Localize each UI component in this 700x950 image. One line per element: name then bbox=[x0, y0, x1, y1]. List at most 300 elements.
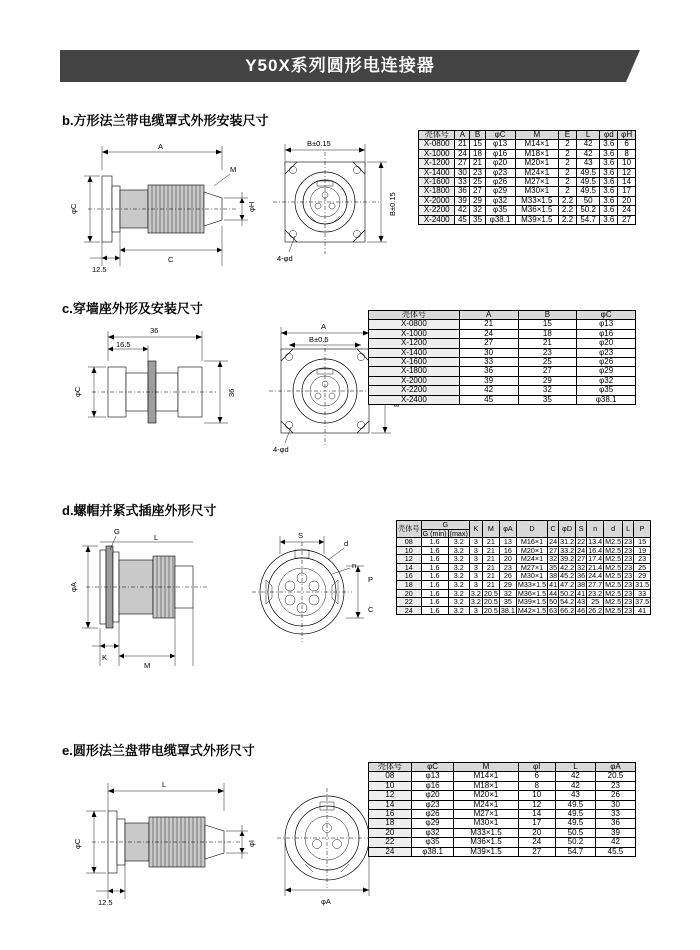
cell: 8 bbox=[518, 781, 555, 790]
cell: 50.2 bbox=[576, 206, 600, 215]
cell: 44 bbox=[549, 588, 558, 598]
table-e-col-3: φI bbox=[518, 763, 555, 772]
section-d-right-drawing bbox=[240, 520, 390, 680]
table-c bbox=[368, 310, 636, 405]
cell: 43 bbox=[576, 159, 600, 168]
cell: 39 bbox=[455, 196, 470, 205]
cell: 13 bbox=[499, 538, 516, 547]
cell: 2 bbox=[559, 168, 577, 177]
table-row bbox=[419, 159, 636, 168]
cell: 24 bbox=[618, 206, 636, 215]
cell: M2.5 bbox=[605, 562, 622, 572]
cell: 32 bbox=[577, 562, 586, 572]
cell: M36×1.5 bbox=[515, 206, 558, 215]
table-d-col-13: P bbox=[634, 521, 651, 538]
cell: 3.6 bbox=[600, 215, 618, 224]
table-c-col-0: 壳体号 bbox=[369, 311, 460, 320]
table-b-col-5: E bbox=[559, 131, 577, 140]
table-c-col-3: φC bbox=[577, 311, 636, 320]
cell: M30×1 bbox=[454, 819, 518, 828]
table-b-col-1: A bbox=[455, 131, 470, 140]
cell: 21 bbox=[459, 320, 518, 329]
cell: X-1000 bbox=[419, 149, 455, 158]
cell: X-1200 bbox=[419, 159, 455, 168]
cell: 23 bbox=[470, 168, 485, 177]
cell: 3 bbox=[469, 606, 482, 615]
cell: 3.2 bbox=[448, 598, 469, 607]
cell: M20×1 bbox=[516, 546, 547, 555]
table-d-col-1: G (min) bbox=[422, 528, 447, 538]
cell: 6 bbox=[618, 140, 636, 149]
table-d-col-5: φA bbox=[499, 521, 516, 538]
cell: 1.6 bbox=[421, 598, 448, 607]
cell: 1.6 bbox=[421, 589, 448, 598]
page-title: Y50X系列圆形电连接器 bbox=[245, 56, 435, 75]
cell: M2.5 bbox=[605, 537, 622, 547]
cell: 16 bbox=[499, 546, 516, 555]
cell: 22 bbox=[397, 598, 422, 607]
cell: 38 bbox=[577, 579, 586, 589]
table-e-col-1: φC bbox=[411, 763, 454, 772]
cell: 14 bbox=[618, 177, 636, 186]
cell: 35 bbox=[518, 395, 577, 404]
cell: 20.5 bbox=[483, 588, 498, 598]
cell: M39×1.5 bbox=[517, 597, 547, 607]
cell: 08 bbox=[397, 538, 422, 547]
cell: φ38.1 bbox=[411, 847, 454, 856]
cell: 23 bbox=[624, 597, 633, 607]
cell: φ26 bbox=[485, 177, 515, 186]
cell: 3.6 bbox=[600, 187, 618, 196]
cell: 19 bbox=[634, 546, 651, 555]
table-d-col-11: d bbox=[604, 521, 623, 538]
cell: 20.5 bbox=[483, 597, 498, 607]
cell: 27.7 bbox=[588, 579, 603, 589]
cell: 12 bbox=[369, 791, 412, 800]
cell: 33.2 bbox=[560, 545, 575, 555]
cell: 26 bbox=[499, 572, 516, 581]
cell: 42 bbox=[595, 838, 635, 847]
table-d-header-row-1 bbox=[397, 521, 651, 530]
cell: φ16 bbox=[485, 149, 515, 158]
cell: 22 bbox=[369, 838, 412, 847]
cell: 3.2 bbox=[448, 546, 469, 555]
cell: 27 bbox=[455, 159, 470, 168]
cell: 23 bbox=[595, 781, 635, 790]
table-row bbox=[369, 339, 636, 348]
cell: 32 bbox=[470, 206, 485, 215]
cell: φ13 bbox=[411, 772, 454, 781]
cell: 23 bbox=[634, 555, 651, 564]
svg-text:M: M bbox=[230, 165, 237, 174]
cell: 49.5 bbox=[555, 809, 595, 818]
cell: 25 bbox=[634, 563, 651, 572]
cell: 25 bbox=[470, 177, 485, 186]
table-row bbox=[397, 598, 651, 607]
cell: 23 bbox=[624, 562, 633, 572]
cell: 08 bbox=[369, 772, 412, 781]
section-d-left-drawing bbox=[62, 520, 242, 680]
cell: 24 bbox=[455, 149, 470, 158]
cell: X-2200 bbox=[419, 206, 455, 215]
cell: φ32 bbox=[577, 376, 636, 385]
cell: φ26 bbox=[577, 357, 636, 366]
svg-text:M: M bbox=[144, 661, 151, 670]
table-e bbox=[368, 762, 636, 857]
cell: 3 bbox=[469, 580, 482, 589]
table-row bbox=[419, 187, 636, 196]
cell: 23 bbox=[624, 605, 633, 615]
cell: φ38.1 bbox=[485, 215, 515, 224]
cell: M2.5 bbox=[605, 545, 622, 555]
cell: φ20 bbox=[577, 339, 636, 348]
cell: φ16 bbox=[577, 329, 636, 338]
svg-text:B±0.15: B±0.15 bbox=[307, 139, 331, 148]
cell: 3.6 bbox=[600, 149, 618, 158]
cell: 8 bbox=[618, 149, 636, 158]
table-row bbox=[369, 819, 636, 828]
table-row bbox=[419, 140, 636, 149]
cell: X-1400 bbox=[369, 348, 460, 357]
cell: 1.6 bbox=[421, 580, 448, 589]
cell: 23 bbox=[624, 571, 633, 581]
cell: φ32 bbox=[485, 196, 515, 205]
cell: 1.6 bbox=[421, 555, 448, 564]
table-d-col-12: L bbox=[623, 521, 634, 538]
svg-text:d: d bbox=[344, 539, 349, 548]
table-b-col-0: 壳体号 bbox=[419, 131, 455, 140]
cell: 42 bbox=[459, 386, 518, 395]
cell: 42 bbox=[576, 149, 600, 158]
cell: φ35 bbox=[577, 386, 636, 395]
cell: 10 bbox=[397, 546, 422, 555]
cell: 33 bbox=[459, 357, 518, 366]
cell: 21 bbox=[482, 538, 499, 547]
cell: 3.6 bbox=[600, 140, 618, 149]
cell: M27×1 bbox=[516, 563, 547, 572]
cell: X-1600 bbox=[419, 177, 455, 186]
cell: 31.5 bbox=[635, 579, 650, 589]
cell: 30 bbox=[455, 168, 470, 177]
cell: 14 bbox=[518, 809, 555, 818]
cell: 42 bbox=[576, 140, 600, 149]
cell: 45.5 bbox=[595, 847, 635, 856]
svg-text:12.5: 12.5 bbox=[98, 898, 113, 907]
cell: M2.5 bbox=[605, 605, 622, 615]
svg-text:φC: φC bbox=[73, 386, 82, 397]
cell: 31.2 bbox=[560, 537, 575, 547]
svg-text:φC: φC bbox=[73, 838, 82, 849]
cell: 17 bbox=[618, 187, 636, 196]
cell: φ26 bbox=[411, 809, 454, 818]
cell: 21 bbox=[470, 159, 485, 168]
cell: X-2000 bbox=[419, 196, 455, 205]
cell: 32 bbox=[518, 386, 577, 395]
cell: 24 bbox=[549, 537, 558, 547]
cell: 12 bbox=[397, 555, 422, 564]
cell: 45 bbox=[455, 215, 470, 224]
cell: φ35 bbox=[485, 206, 515, 215]
cell: 49.5 bbox=[576, 187, 600, 196]
cell: 24 bbox=[369, 847, 412, 856]
svg-text:B±0.15: B±0.15 bbox=[388, 192, 397, 216]
svg-text:L: L bbox=[154, 533, 159, 542]
cell: 37.5 bbox=[635, 597, 650, 607]
svg-text:φA: φA bbox=[321, 897, 331, 906]
cell: 45.2 bbox=[560, 571, 575, 581]
cell: φ23 bbox=[485, 168, 515, 177]
table-row bbox=[369, 386, 636, 395]
cell: 27 bbox=[577, 554, 586, 564]
cell: M24×1 bbox=[454, 800, 518, 809]
cell: M18×1 bbox=[515, 149, 558, 158]
cell: 24 bbox=[518, 838, 555, 847]
cell: 23 bbox=[624, 579, 633, 589]
cell: M18×1 bbox=[454, 781, 518, 790]
cell: M2.5 bbox=[605, 597, 622, 607]
svg-text:n: n bbox=[352, 561, 357, 570]
cell: 3.2 bbox=[448, 589, 469, 598]
cell: 3 bbox=[469, 563, 482, 572]
svg-text:G: G bbox=[114, 527, 120, 536]
cell: 33 bbox=[455, 177, 470, 186]
cell: 1.6 bbox=[421, 546, 448, 555]
svg-text:φA: φA bbox=[69, 582, 78, 592]
cell: 50 bbox=[576, 196, 600, 205]
cell: φ20 bbox=[485, 159, 515, 168]
cell: 14 bbox=[369, 800, 412, 809]
cell: 35 bbox=[549, 562, 558, 572]
cell: 21 bbox=[518, 339, 577, 348]
table-row bbox=[397, 538, 651, 547]
cell: 24 bbox=[397, 606, 422, 615]
cell: 41 bbox=[634, 606, 651, 615]
cell: M42×1.5 bbox=[517, 605, 547, 615]
svg-text:B±0.5: B±0.5 bbox=[309, 335, 329, 344]
cell: φ13 bbox=[577, 320, 636, 329]
table-d-col-7: C bbox=[548, 521, 559, 538]
table-e-header-row bbox=[369, 763, 636, 772]
cell: 20.5 bbox=[595, 772, 635, 781]
cell: 43 bbox=[577, 597, 586, 607]
cell: φ29 bbox=[411, 819, 454, 828]
cell: 22 bbox=[577, 537, 586, 547]
cell: X-1200 bbox=[369, 339, 460, 348]
cell: 46 bbox=[577, 605, 586, 615]
cell: 27 bbox=[518, 367, 577, 376]
table-e-col-4: L bbox=[555, 763, 595, 772]
table-c-col-2: B bbox=[518, 311, 577, 320]
table-b-col-3: φC bbox=[485, 131, 515, 140]
cell: 23 bbox=[624, 588, 633, 598]
svg-text:16.5: 16.5 bbox=[116, 340, 131, 349]
svg-text:S: S bbox=[298, 531, 304, 540]
table-b-col-2: B bbox=[470, 131, 485, 140]
cell: X-1800 bbox=[369, 367, 460, 376]
cell: φ32 bbox=[411, 828, 454, 837]
cell: 3.2 bbox=[470, 597, 481, 607]
cell: 2 bbox=[559, 187, 577, 196]
cell: M2.5 bbox=[605, 588, 622, 598]
cell: M2.5 bbox=[605, 554, 622, 564]
cell: 16.4 bbox=[588, 545, 603, 555]
cell: 3.2 bbox=[448, 538, 469, 547]
cell: 33 bbox=[634, 589, 651, 598]
cell: 3.6 bbox=[600, 177, 618, 186]
cell: 23 bbox=[624, 537, 633, 547]
cell: 30 bbox=[459, 348, 518, 357]
table-d-col-3: K bbox=[469, 521, 482, 538]
cell: 3 bbox=[469, 572, 482, 581]
cell: 3.2 bbox=[448, 572, 469, 581]
svg-text:A: A bbox=[321, 322, 327, 331]
cell: 39.2 bbox=[560, 554, 575, 564]
cell: 38 bbox=[549, 571, 558, 581]
table-c-col-1: A bbox=[459, 311, 518, 320]
cell: 20.5 bbox=[483, 605, 498, 615]
cell: 23 bbox=[624, 545, 633, 555]
cell: 3.6 bbox=[600, 206, 618, 215]
table-d bbox=[396, 520, 651, 615]
section-d-heading: d.螺帽并紧式插座外形尺寸 bbox=[62, 503, 217, 518]
cell: M20×1 bbox=[515, 159, 558, 168]
cell: 2.2 bbox=[559, 215, 577, 224]
cell: 3.6 bbox=[600, 196, 618, 205]
cell: X-1400 bbox=[419, 168, 455, 177]
svg-text:L: L bbox=[162, 780, 167, 789]
table-row bbox=[369, 781, 636, 790]
cell: M20×1 bbox=[454, 791, 518, 800]
cell: 20 bbox=[518, 828, 555, 837]
cell: M39×1.5 bbox=[454, 847, 518, 856]
cell: 26.2 bbox=[588, 605, 603, 615]
table-row bbox=[369, 367, 636, 376]
cell: 15 bbox=[470, 140, 485, 149]
cell: 20 bbox=[369, 828, 412, 837]
cell: 32 bbox=[549, 554, 558, 564]
page-header-banner bbox=[60, 50, 640, 82]
cell: φ16 bbox=[411, 781, 454, 790]
cell: 63 bbox=[549, 605, 558, 615]
cell: M30×1 bbox=[515, 187, 558, 196]
cell: 43 bbox=[555, 791, 595, 800]
cell: 36 bbox=[595, 819, 635, 828]
table-row bbox=[369, 809, 636, 818]
table-d-col-4: M bbox=[482, 521, 499, 538]
cell: 49.5 bbox=[576, 168, 600, 177]
table-row bbox=[369, 838, 636, 847]
cell: 27 bbox=[549, 545, 558, 555]
cell: 42 bbox=[455, 206, 470, 215]
cell: 3.2 bbox=[448, 563, 469, 572]
table-d-col-6: D bbox=[516, 521, 547, 538]
cell: 16 bbox=[397, 572, 422, 581]
cell: 20 bbox=[618, 196, 636, 205]
cell: M14×1 bbox=[454, 772, 518, 781]
cell: 20 bbox=[397, 589, 422, 598]
cell: 27 bbox=[518, 847, 555, 856]
table-e-col-0: 壳体号 bbox=[369, 763, 412, 772]
cell: X-2000 bbox=[369, 376, 460, 385]
cell: φ23 bbox=[411, 800, 454, 809]
cell: 10 bbox=[369, 781, 412, 790]
cell: φ38.1 bbox=[577, 395, 636, 404]
cell: 42.2 bbox=[560, 562, 575, 572]
cell: 1.6 bbox=[421, 563, 448, 572]
cell: 24.4 bbox=[588, 571, 603, 581]
cell: X-2400 bbox=[369, 395, 460, 404]
section-b-right-drawing bbox=[255, 130, 405, 280]
cell: M2.5 bbox=[605, 571, 622, 581]
cell: 23.2 bbox=[588, 588, 603, 598]
cell: M24×1 bbox=[516, 555, 547, 564]
svg-text:C: C bbox=[368, 605, 374, 614]
cell: 42 bbox=[555, 772, 595, 781]
cell: 2 bbox=[559, 149, 577, 158]
table-row bbox=[369, 847, 636, 856]
cell: 27 bbox=[459, 339, 518, 348]
cell: 54.7 bbox=[576, 215, 600, 224]
cell: 3.2 bbox=[448, 606, 469, 615]
cell: 18 bbox=[470, 149, 485, 158]
cell: 16 bbox=[369, 809, 412, 818]
cell: 29 bbox=[470, 196, 485, 205]
svg-text:12.5: 12.5 bbox=[92, 265, 107, 274]
svg-text:φC: φC bbox=[69, 203, 78, 214]
cell: 18 bbox=[397, 580, 422, 589]
cell: 24 bbox=[577, 545, 586, 555]
cell: 35 bbox=[499, 598, 516, 607]
cell: 29 bbox=[499, 580, 516, 589]
svg-text:36: 36 bbox=[150, 326, 159, 335]
cell: 17 bbox=[518, 819, 555, 828]
cell: 36 bbox=[455, 187, 470, 196]
cell: 25 bbox=[518, 357, 577, 366]
cell: 50 bbox=[549, 597, 558, 607]
section-e-left-drawing bbox=[62, 765, 292, 915]
table-b-col-7: φd bbox=[600, 131, 618, 140]
cell: M33×1.5 bbox=[517, 579, 547, 589]
cell: 15 bbox=[518, 320, 577, 329]
cell: 21 bbox=[482, 580, 499, 589]
cell: 12 bbox=[518, 800, 555, 809]
section-c-heading: c.穿墙座外形及安装尺寸 bbox=[62, 301, 203, 316]
table-row bbox=[369, 828, 636, 837]
cell: X-2400 bbox=[419, 215, 455, 224]
cell: X-1600 bbox=[369, 357, 460, 366]
cell: 20 bbox=[499, 555, 516, 564]
cell: M14×1 bbox=[515, 140, 558, 149]
cell: M39×1.5 bbox=[515, 215, 558, 224]
cell: X-1800 bbox=[419, 187, 455, 196]
svg-text:4-φd: 4-φd bbox=[273, 445, 289, 454]
cell: 23 bbox=[499, 563, 516, 572]
svg-text:36: 36 bbox=[227, 388, 236, 397]
cell: 21 bbox=[455, 140, 470, 149]
table-row bbox=[397, 580, 651, 589]
table-d-col-0: 壳体号 bbox=[397, 521, 422, 538]
table-b bbox=[418, 130, 636, 225]
cell: M27×1 bbox=[454, 809, 518, 818]
cell: M24×1 bbox=[515, 168, 558, 177]
cell: M36×1.5 bbox=[454, 838, 518, 847]
cell: 2 bbox=[559, 177, 577, 186]
cell: 26 bbox=[595, 791, 635, 800]
cell: φ35 bbox=[411, 838, 454, 847]
cell: 12 bbox=[618, 168, 636, 177]
cell: φ20 bbox=[411, 791, 454, 800]
cell: 49.5 bbox=[576, 177, 600, 186]
